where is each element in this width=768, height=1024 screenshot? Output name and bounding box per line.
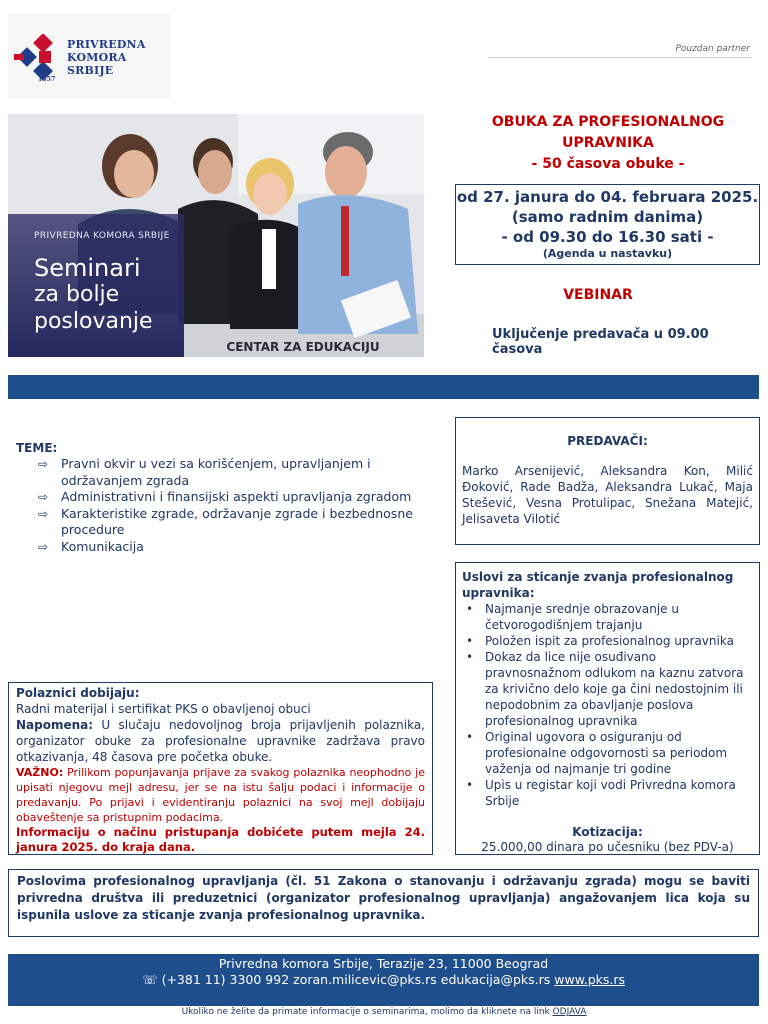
unsubscribe-text: Ukoliko ne želite da primate informacije o seminarima, molimo da kliknete na link <box>181 1007 553 1017</box>
condition-item <box>462 729 753 777</box>
phone-icon: ☏ <box>141 972 158 987</box>
course-title-line2: UPRAVNIKA <box>562 135 654 151</box>
hero-center-label: CENTAR ZA EDUKACIJU <box>226 340 380 354</box>
unsubscribe-link[interactable]: ODJAVA <box>552 1007 587 1017</box>
bullet-icon: • <box>466 634 474 648</box>
condition-text: Upis u registar koji vodi Privredna komora Srbije <box>485 778 736 808</box>
note-text: U slučaju nedovoljnog broja prijavljenih polaznika, organizator obuke za profesionalne upravnike zadržava pravo otkazivanja, 48 časova pre početka obuke. <box>16 718 425 764</box>
webinar-label: VEBINAR <box>563 287 633 303</box>
condition-text: Najmanje srednje obrazovanje u četvorogodišnjem trajanju <box>485 602 679 632</box>
logo-text-line2: KOMORA <box>67 51 127 64</box>
hero-title-line2: za bolje <box>34 282 120 307</box>
fee-value: 25.000,00 dinara po učesniku (bez PDV-a) <box>481 840 734 854</box>
note-label: Napomena: <box>16 718 94 732</box>
course-title-line3: - 50 časova obuke - <box>531 156 685 172</box>
condition-item <box>462 633 753 649</box>
law-note: Poslovima profesionalnog upravljanja (čl. 51 Zakona o stanovanju i održavanju zgrada) mogu se baviti privredna društva ili preduzetnici (organizator profesionalnog upravljanja) angažovanjem lica koja su ispunila uslove za sticanje zvanja profesionalnog upravnika. <box>8 869 759 937</box>
topic-item <box>38 539 428 556</box>
footer-phone: (+381 11) 3300 992 <box>161 972 290 987</box>
footer <box>8 954 759 1006</box>
condition-item <box>462 601 753 633</box>
topics-list <box>38 456 428 555</box>
date-box <box>455 184 760 265</box>
condition-item <box>462 777 753 809</box>
fee-heading: Kotizacija: <box>572 825 643 839</box>
date-agenda-note: (Agenda u nastavku) <box>542 247 673 260</box>
hero-title-line1: Seminari <box>34 254 141 282</box>
important-text: Prilikom popunjavanja prijave za svakog polaznika neophodno je upisati njegovu mejl adresu, jer se na istu šalju podaci i informacije o predavanju. Po prijavi i evidentiranju polaznici na svoj mejl dobijaju obaveštenje sa pristupnim podacima. <box>16 766 425 824</box>
pks-emblem-icon <box>12 34 62 82</box>
unsubscribe-note <box>0 1007 768 1017</box>
bullet-icon: • <box>466 730 474 744</box>
participants-box <box>8 682 433 855</box>
footer-email-2[interactable]: edukacija@pks.rs <box>440 972 551 987</box>
bullet-icon: • <box>466 778 474 792</box>
lecturers-box <box>455 417 760 545</box>
date-range: od 27. janura do 04. februara 2025. <box>456 188 759 206</box>
important-label: VAŽNO: <box>16 766 64 779</box>
course-title <box>456 112 760 175</box>
date-hours: - od 09.30 do 16.30 sati - <box>501 228 714 246</box>
topic-item <box>38 506 428 539</box>
hero-banner <box>8 114 424 357</box>
conditions-heading: Uslovi za sticanje zvanja profesionalnog upravnika: <box>462 570 734 600</box>
footer-email-1[interactable]: zoran.milicevic@pks.rs <box>293 972 437 987</box>
arrow-right-icon: ⇨ <box>38 490 49 504</box>
condition-item <box>462 649 753 729</box>
pks-logo <box>8 14 170 98</box>
arrow-right-icon: ⇨ <box>38 506 49 521</box>
topics-heading: TEME: <box>16 441 58 455</box>
lecturers-heading: PREDAVAČI: <box>567 434 648 448</box>
tagline-divider <box>488 57 752 58</box>
footer-address: Privredna komora Srbije, Terazije 23, 11000 Beograd <box>218 956 549 971</box>
condition-text: Dokaz da lice nije osuđivano pravnosnažnom odlukom na kaznu zatvora za krivično delo koje ga čini nedostojnim ili nepodobnim za obavljanje poslova profesionalnog upravnika <box>485 650 744 728</box>
access-info: Informaciju o načinu pristupanja dobićete putem mejla 24. janura 2025. do kraja dana. <box>16 825 425 854</box>
logo-year: 1857 <box>38 76 56 83</box>
hero-org-name: PRIVREDNA KOMORA SRBIJE <box>34 231 170 241</box>
conditions-list <box>462 601 753 809</box>
date-workdays: (samo radnim danima) <box>511 208 704 226</box>
hero-title-line3: poslovanje <box>34 309 153 334</box>
bullet-icon: • <box>466 650 474 664</box>
participants-receive: Radni materijal i sertifikat PKS o obavljenoj obuci <box>16 702 311 716</box>
tagline: Pouzdan partner <box>675 44 750 54</box>
arrow-right-icon: ⇨ <box>38 457 49 471</box>
topic-text: Pravni okvir u vezi sa korišćenjem, upravljanjem i održavanjem zgrada <box>61 456 371 488</box>
bullet-icon: • <box>466 602 474 616</box>
participants-heading: Polaznici dobijaju: <box>16 686 140 700</box>
logo-text-line1: PRIVREDNA <box>67 38 146 51</box>
condition-text: Položen ispit za profesionalnog upravnika <box>485 634 734 648</box>
logo-text-line3: SRBIJE <box>67 64 114 77</box>
conditions-box <box>455 562 760 855</box>
condition-text: Original ugovora o osiguranju od profesionalne odgovornosti sa periodom važenja od najmanje tri godine <box>485 730 728 776</box>
topic-text: Komunikacija <box>61 538 144 554</box>
footer-website-link[interactable]: www.pks.rs <box>554 972 626 987</box>
participants-note <box>16 717 425 765</box>
participants-important <box>16 765 425 825</box>
topic-text: Administrativni i finansijski aspekti upravljanja zgradom <box>61 489 412 504</box>
arrow-right-icon: ⇨ <box>38 539 49 554</box>
lecturer-join-time: Uključenje predavača u 09.00 časova <box>492 327 709 357</box>
course-title-line1: OBUKA ZA PROFESIONALNOG <box>491 114 725 130</box>
topic-item <box>38 456 428 489</box>
section-divider-bar <box>8 375 759 399</box>
footer-contacts <box>8 972 759 988</box>
topic-text: Karakteristike zgrade, održavanje zgrade i bezbednosne procedure <box>61 505 413 537</box>
lecturers-names: Marko Arsenijević, Aleksandra Kon, Milić Đoković, Rade Badža, Aleksandra Lukač, Maja Stešević, Vesna Protulipac, Snežana Matejić, Jelisaveta Vilotić <box>462 464 753 526</box>
topic-item <box>38 489 428 506</box>
